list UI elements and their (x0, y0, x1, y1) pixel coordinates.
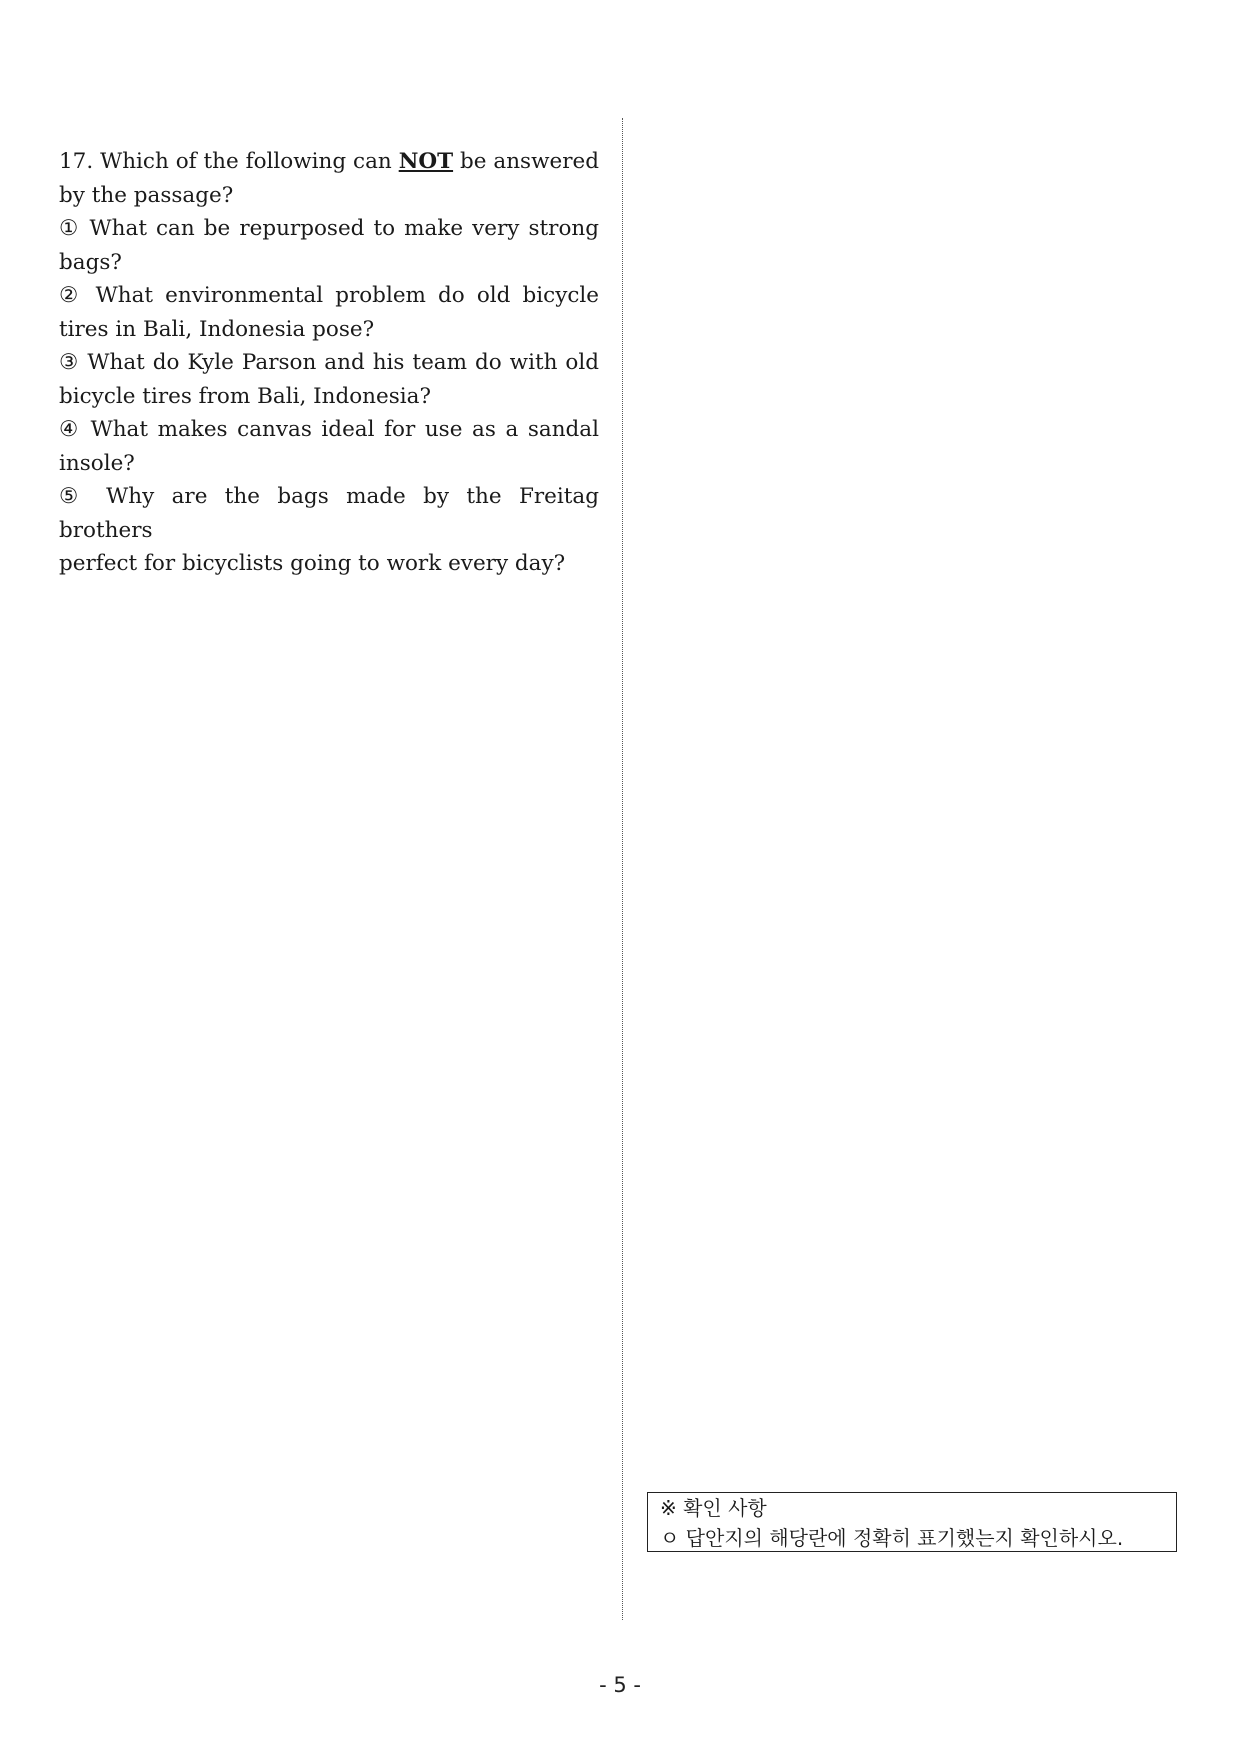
option-4: ④ What makes canvas ideal for use as a sandal (59, 417, 599, 442)
option-3: ③ What do Kyle Parson and his team do with old (59, 350, 599, 375)
option-3-cont: bicycle tires from Bali, Indonesia? (59, 383, 431, 409)
notice-title: ※ 확인 사항 (660, 1496, 767, 1520)
option-1: ① What can be repurposed to make very strong (59, 216, 599, 241)
option-1-cont: bags? (59, 249, 122, 275)
notice-box (647, 1492, 1177, 1552)
page-number: - 5 - (599, 1673, 641, 1697)
option-2-cont: tires in Bali, Indonesia pose? (59, 316, 375, 342)
option-4-cont: insole? (59, 450, 135, 476)
option-2: ② What environmental problem do old bicycle (59, 283, 599, 308)
question-stem-line2: by the passage? (59, 182, 234, 208)
emphasis-not: NOT (398, 149, 454, 174)
column-divider (622, 118, 623, 1620)
option-5-cont: perfect for bicyclists going to work every day? (59, 551, 566, 576)
question-17 (59, 145, 599, 581)
option-5: ⑤ Why are the bags made by the Freitag brothers (59, 484, 599, 543)
question-stem: 17. Which of the following can NOT be answered (59, 149, 599, 174)
notice-item: ㅇ 답안지의 해당란에 정확히 표기했는지 확인하시오. (660, 1526, 1124, 1550)
